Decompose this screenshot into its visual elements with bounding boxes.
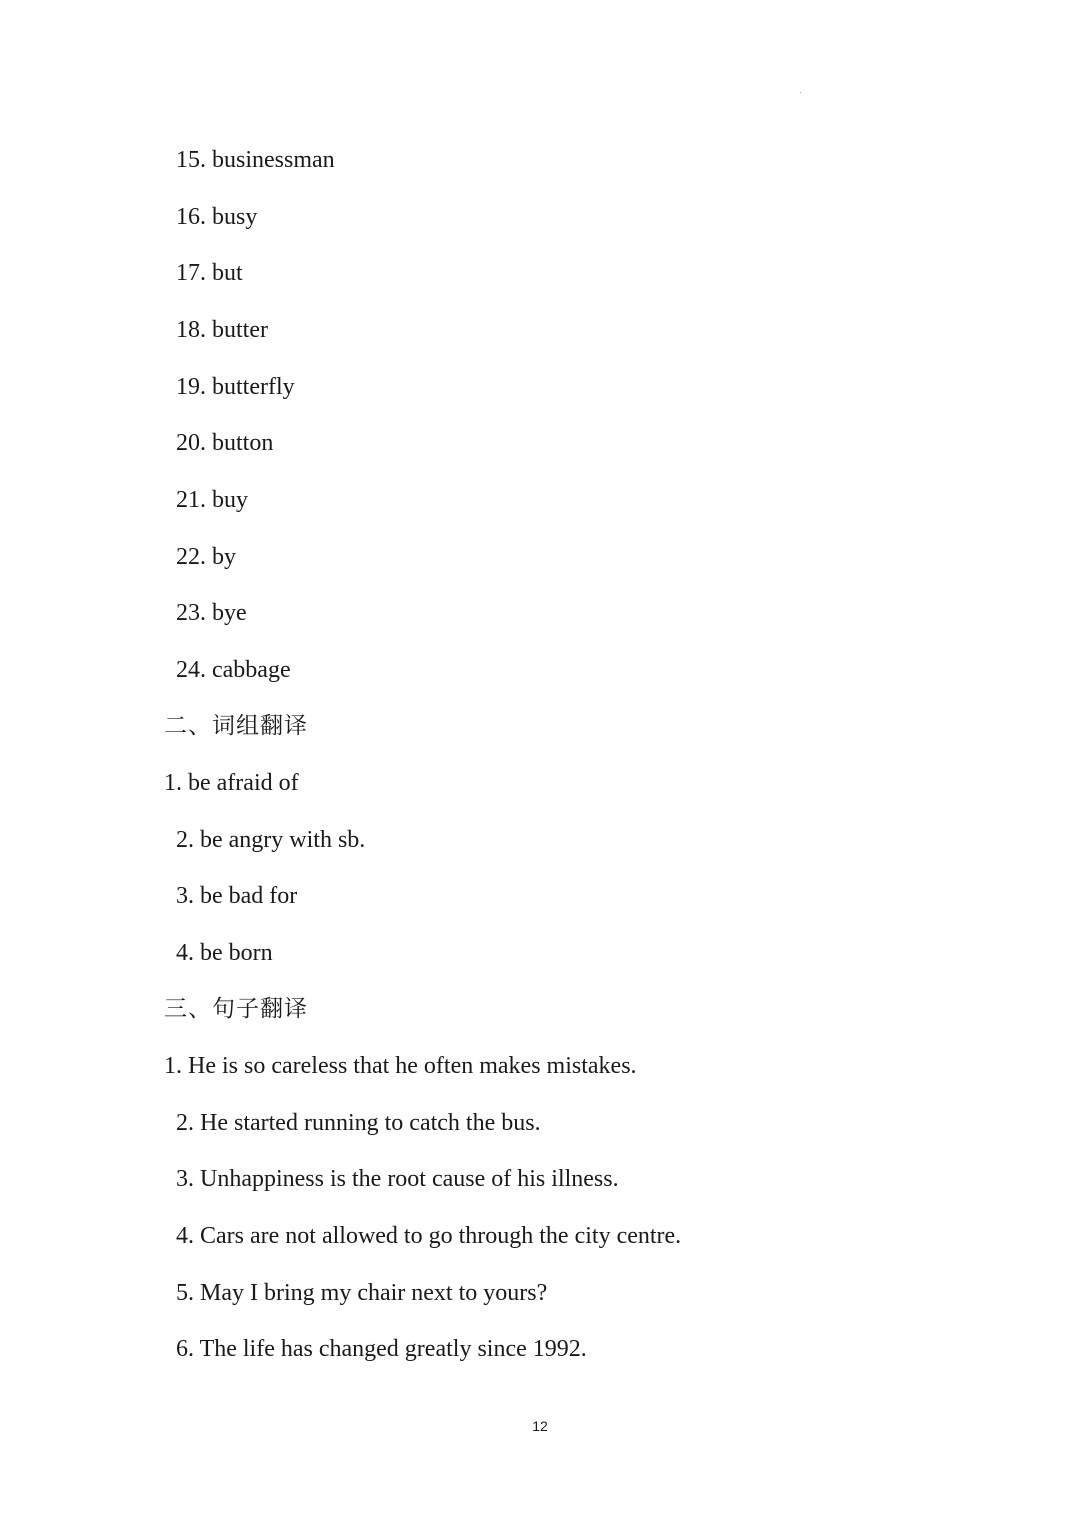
scan-speck — [800, 92, 801, 93]
sentence-item: 5. May I bring my chair next to yours? — [176, 1280, 548, 1306]
vocabulary-item: 24. cabbage — [176, 657, 291, 683]
phrase-item: 4. be born — [176, 940, 273, 966]
sentence-item: 2. He started running to catch the bus. — [176, 1110, 541, 1136]
vocabulary-item: 17. but — [176, 260, 243, 286]
phrase-item: 3. be bad for — [176, 883, 298, 909]
section-heading-phrases: 二、词组翻译 — [164, 713, 308, 739]
sentence-item: 6. The life has changed greatly since 1992. — [176, 1336, 587, 1362]
vocabulary-item: 16. busy — [176, 204, 258, 230]
sentence-item: 1. He is so careless that he often makes mistakes. — [164, 1053, 637, 1079]
vocabulary-item: 15. businessman — [176, 147, 335, 173]
page-number: 12 — [532, 1418, 548, 1434]
phrase-item: 1. be afraid of — [164, 770, 299, 796]
sentence-item: 3. Unhappiness is the root cause of his illness. — [176, 1166, 619, 1192]
vocabulary-item: 21. buy — [176, 487, 248, 513]
vocabulary-item: 19. butterfly — [176, 374, 295, 400]
vocabulary-item: 22. by — [176, 544, 236, 570]
vocabulary-item: 18. butter — [176, 317, 268, 343]
section-heading-sentences: 三、句子翻译 — [164, 996, 308, 1022]
sentence-item: 4. Cars are not allowed to go through the city centre. — [176, 1223, 682, 1249]
phrase-item: 2. be angry with sb. — [176, 827, 366, 853]
vocabulary-item: 23. bye — [176, 600, 247, 626]
vocabulary-item: 20. button — [176, 430, 274, 456]
